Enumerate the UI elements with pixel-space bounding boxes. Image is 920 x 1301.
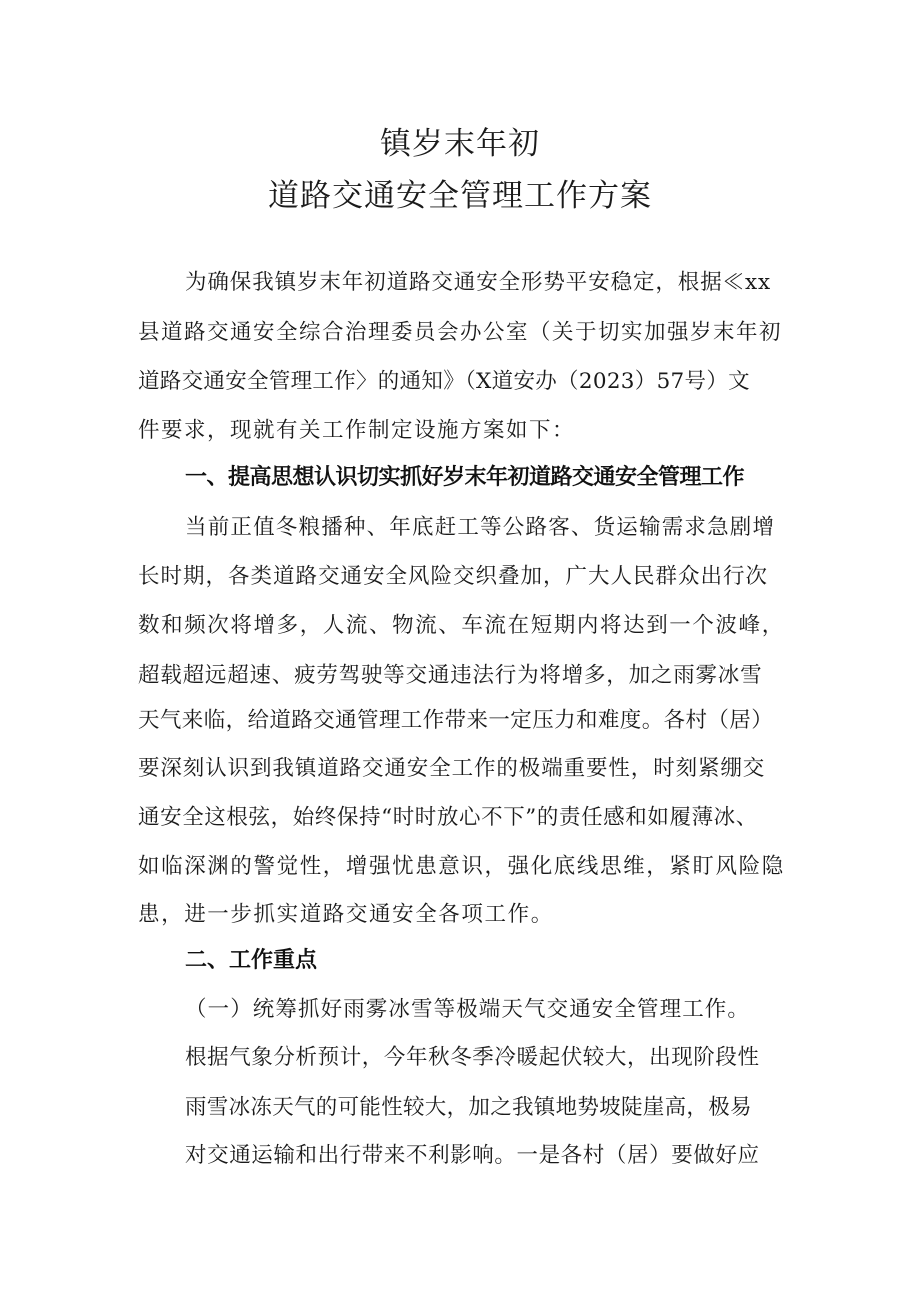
section-1-line-2: 长时期，各类道路交通安全风险交织叠加，广大人民群众出行次 bbox=[138, 564, 769, 589]
section-2-line-1: 根据气象分析预计，今年秋冬季冷暖起伏较大，出现阶段性 bbox=[185, 1045, 760, 1070]
intro-line-1: 为确保我镇岁末年初道路交通安全形势平安稳定，根据≪xx bbox=[185, 270, 772, 295]
section-2-line-3: 对交通运输和出行带来不利影响。一是各村（居）要做好应 bbox=[185, 1143, 760, 1168]
section-1-line-1: 当前正值冬粮播种、年底赶工等公路客、货运输需求急剧增 bbox=[185, 515, 776, 540]
intro-line-2: 县道路交通安全综合治理委员会办公室（关于切实加强岁末年初 bbox=[138, 320, 783, 345]
section-1-line-5: 天气来临，给道路交通管理工作带来一定压力和难度。各村（居） bbox=[138, 708, 774, 733]
section-1-line-8: 如临深渊的警觉性，增强忧患意识，强化底线思维，紧盯风险隐 bbox=[138, 854, 785, 879]
section-1-line-6: 要深刻认识到我镇道路交通安全工作的极端重要性，时刻紧绷交 bbox=[138, 756, 766, 781]
section-1-line-7: 通安全这根弦，始终保持“时时放心不下”的责任感和如履薄冰、 bbox=[138, 805, 758, 830]
section-1-line-3: 数和频次将增多，人流、物流、车流在短期内将达到一个波峰， bbox=[138, 613, 785, 638]
document-title-line-1: 镇岁末年初 bbox=[380, 126, 540, 162]
intro-line-3: 道路交通安全管理工作〉的通知》（X道安办（2023）57号）文 bbox=[138, 369, 750, 394]
section-2-subheading-1: （一）统筹抓好雨雾冰雪等极端天气交通安全管理工作。 bbox=[185, 997, 751, 1022]
section-2-line-2: 雨雪冰冻天气的可能性较大，加之我镇地势坡陡崖高，极易 bbox=[185, 1095, 752, 1120]
section-1-heading: 一、提高思想认识切实抓好岁末年初道路交通安全管理工作 bbox=[185, 465, 745, 490]
section-1-line-9: 患，进一步抓实道路交通安全各项工作。 bbox=[138, 902, 554, 927]
intro-line-4: 件要求，现就有关工作制定设施方案如下： bbox=[138, 418, 576, 443]
document-title-line-2: 道路交通安全管理工作方案 bbox=[268, 178, 652, 214]
section-2-heading: 二、工作重点 bbox=[185, 948, 318, 973]
section-1-line-4: 超载超远超速、疲劳驾驶等交通违法行为将增多，加之雨雾冰雪 bbox=[138, 663, 763, 688]
